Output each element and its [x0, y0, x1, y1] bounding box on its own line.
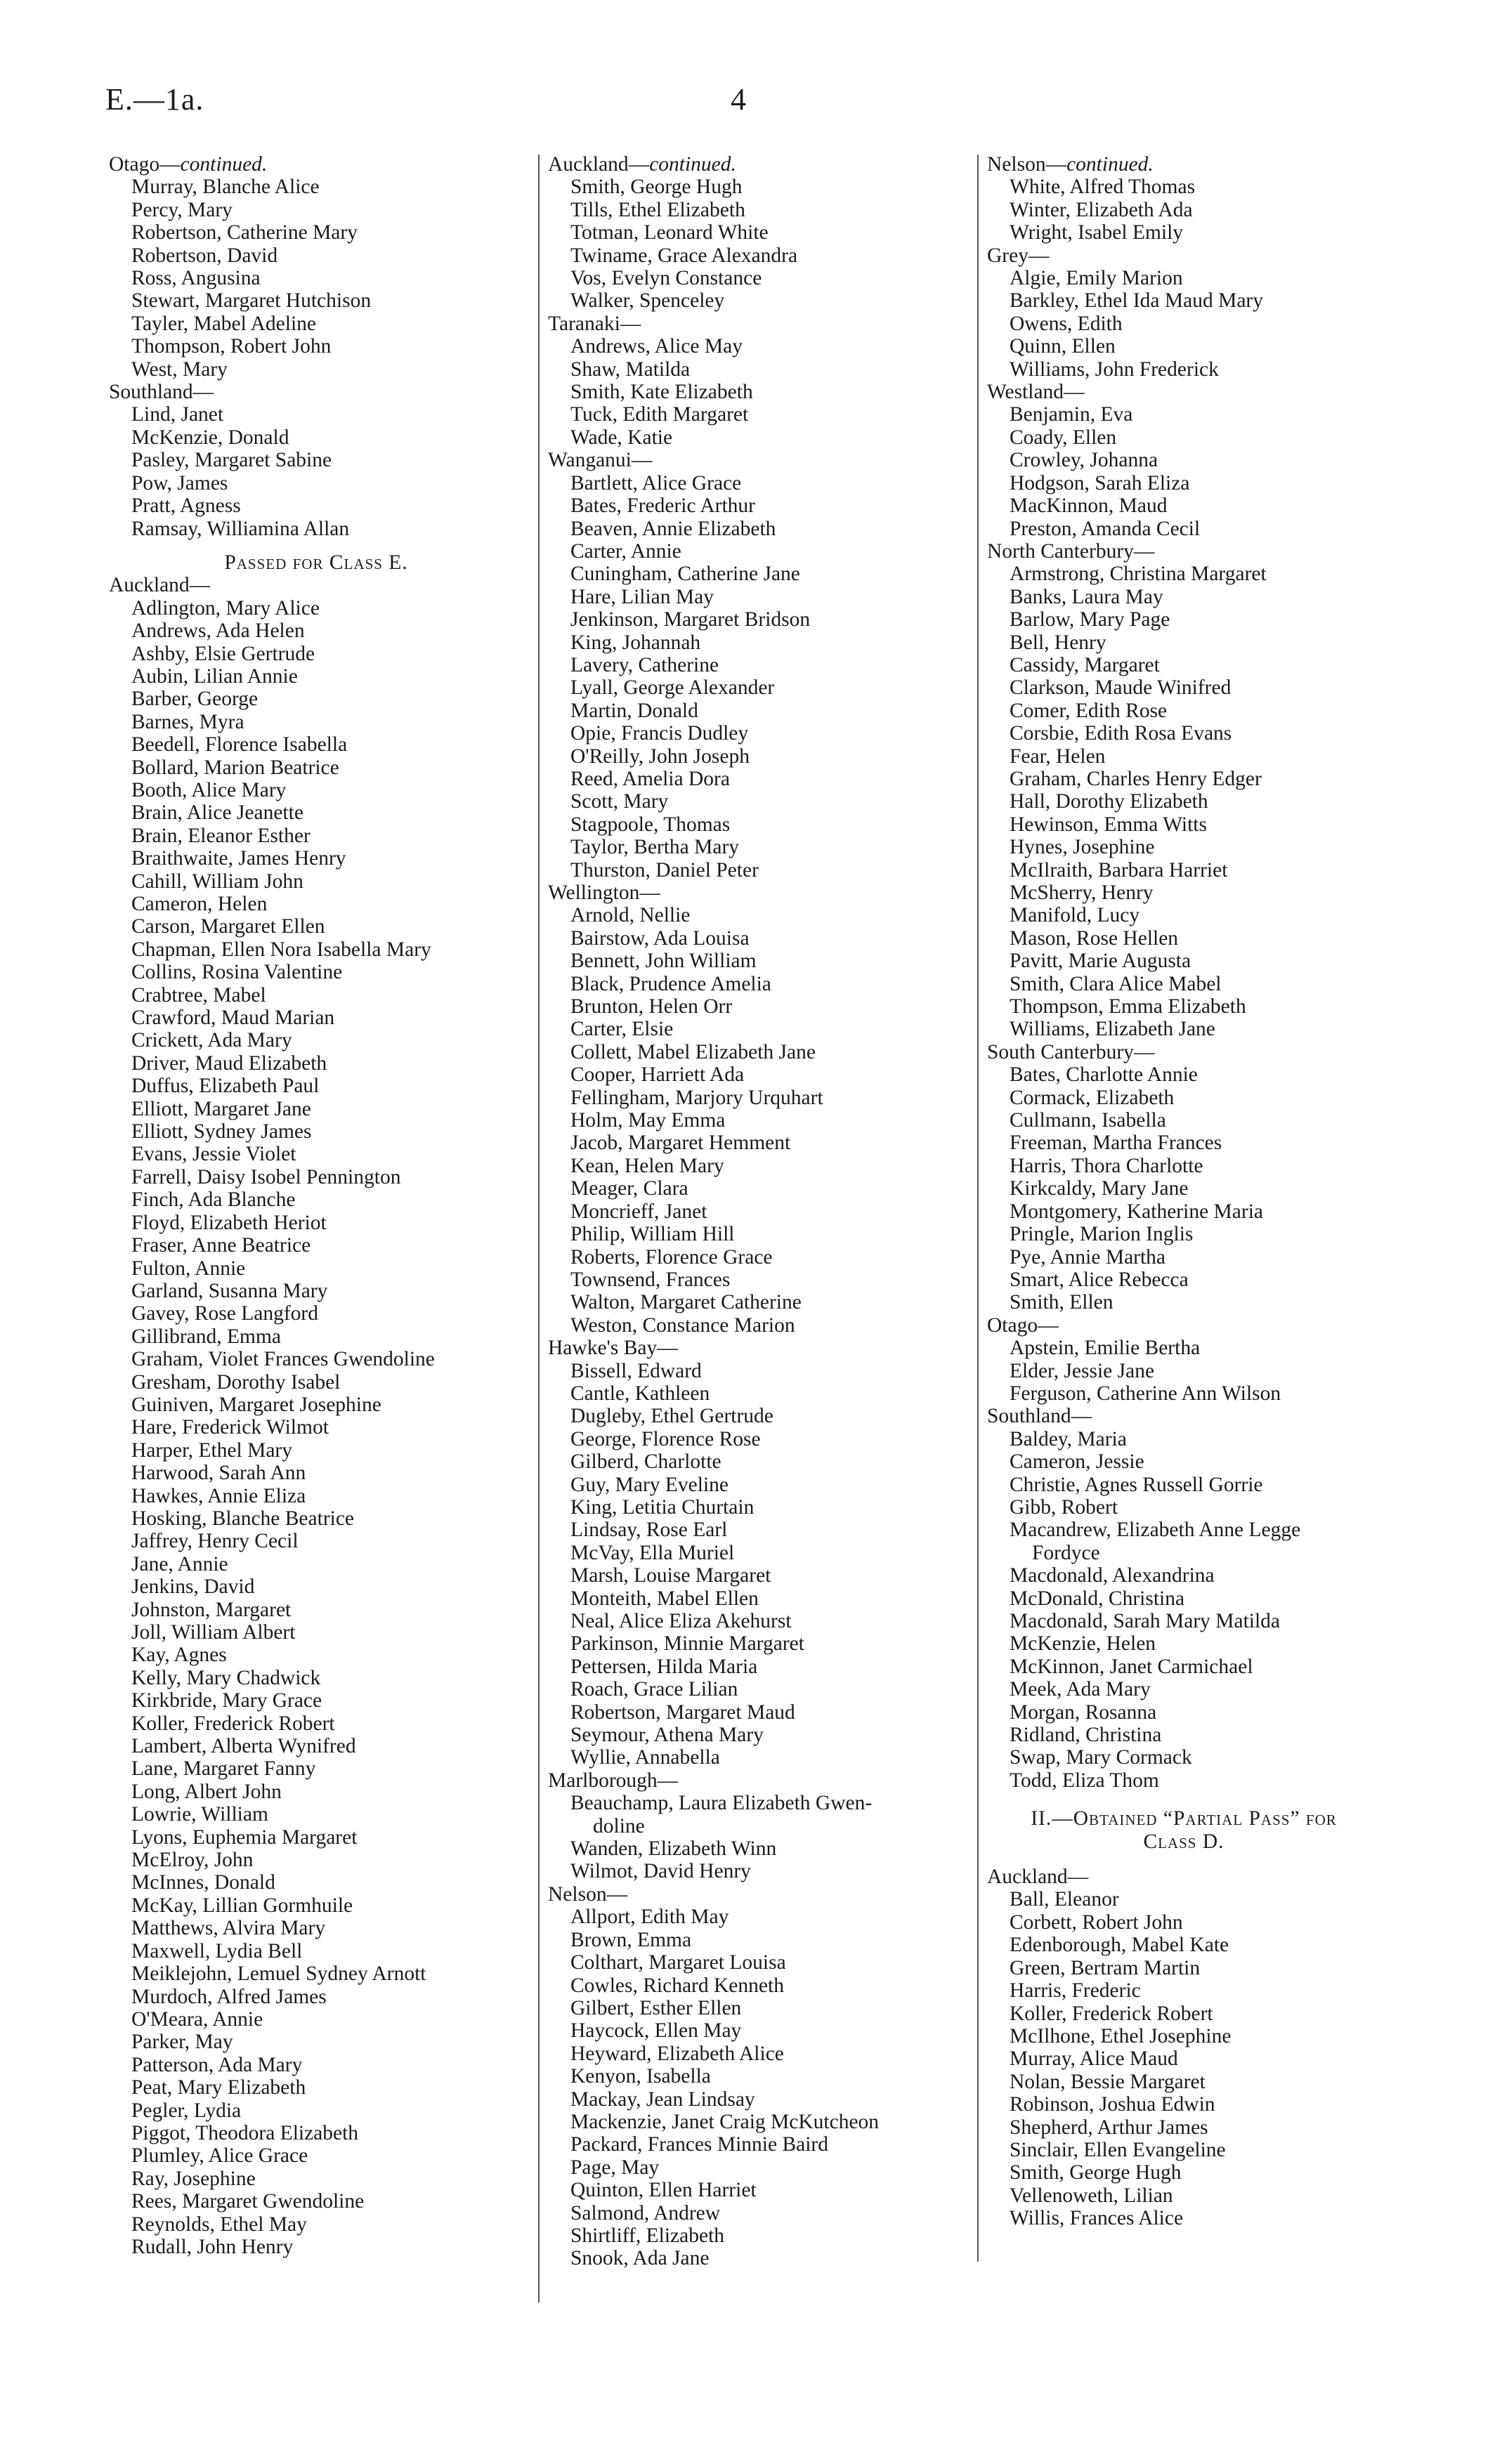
list-item: Smith, Ellen [1010, 1291, 1114, 1314]
list-item: Graham, Charles Henry Edger [1010, 767, 1262, 790]
section-heading: II.—Obtained “Partial Pass” for [1031, 1807, 1337, 1830]
list-item: McKay, Lillian Gormhuile [131, 1894, 353, 1917]
list-item: Brown, Emma [570, 1928, 692, 1951]
list-item: Ramsay, Williamina Allan [131, 517, 350, 540]
list-item: Clarkson, Maude Winifred [1010, 676, 1232, 700]
list-item: Smith, George Hugh [570, 176, 743, 199]
list-item: Taylor, Bertha Mary [570, 836, 740, 859]
region-dash: — [159, 153, 181, 176]
region-heading: South Canterbury— [987, 1040, 1155, 1063]
list-item: Beaven, Annie Elizabeth [570, 517, 776, 540]
list-item: Cameron, Jessie [1010, 1450, 1144, 1474]
list-item: Opie, Francis Dudley [570, 722, 749, 745]
list-item: Pow, James [131, 471, 228, 494]
list-item: Lyons, Euphemia Margaret [131, 1826, 358, 1849]
region-heading: North Canterbury— [987, 539, 1155, 563]
list-item: Corsbie, Edith Rosa Evans [1010, 722, 1232, 745]
list-item: Tills, Ethel Elizabeth [570, 198, 745, 221]
list-item: Stewart, Margaret Hutchison [131, 289, 372, 313]
list-item: Robinson, Joshua Edwin [1010, 2093, 1215, 2116]
list-item: McInnes, Donald [131, 1871, 275, 1894]
list-item: Carter, Elsie [570, 1018, 674, 1041]
list-item: Adlington, Mary Alice [131, 596, 320, 620]
list-item: Brunton, Helen Orr [570, 995, 733, 1018]
list-item: Holm, May Emma [570, 1109, 726, 1132]
list-item: Moncrieff, Janet [570, 1200, 707, 1223]
list-item: Meager, Clara [570, 1177, 688, 1200]
list-item: Edenborough, Mabel Kate [1010, 1934, 1229, 1957]
list-item: Wright, Isabel Emily [1010, 221, 1184, 244]
list-item: Meiklejohn, Lemuel Sydney Arnott [131, 1962, 426, 1986]
list-item: Wanden, Elizabeth Winn [570, 1837, 777, 1861]
list-item: McKenzie, Helen [1010, 1632, 1156, 1656]
list-item: Morgan, Rosanna [1010, 1700, 1157, 1724]
list-item: Kelly, Mary Chadwick [131, 1666, 321, 1689]
list-item: Christie, Agnes Russell Gorrie [1010, 1473, 1263, 1496]
list-item: Williams, John Frederick [1010, 358, 1219, 381]
list-item: Gibb, Robert [1010, 1495, 1118, 1519]
list-item: Armstrong, Christina Margaret [1010, 563, 1267, 586]
list-item: Monteith, Mabel Ellen [570, 1587, 759, 1610]
region-heading: Auckland— [987, 1866, 1089, 1889]
list-item: Wilmot, David Henry [570, 1860, 751, 1883]
list-item: Gilbert, Esther Ellen [570, 1996, 742, 2019]
list-item: McIlhone, Ethel Josephine [1010, 2024, 1232, 2047]
list-item: Piggot, Theodora Elizabeth [131, 2121, 359, 2144]
list-item: Koller, Frederick Robert [1010, 2002, 1213, 2025]
list-item: Booth, Alice Mary [131, 778, 287, 801]
list-item: Andrews, Alice May [570, 335, 743, 358]
list-item: Harper, Ethel Mary [131, 1439, 292, 1462]
list-item: McKenzie, Donald [131, 426, 289, 449]
list-item: O'Reilly, John Joseph [570, 745, 750, 768]
region-heading: Wanganui— [548, 449, 653, 472]
list-item: Wyllie, Annabella [570, 1746, 720, 1769]
list-item: Dugleby, Ethel Gertrude [570, 1405, 773, 1428]
list-item: Black, Prudence Amelia [570, 972, 771, 995]
list-item: Vos, Evelyn Constance [570, 267, 762, 290]
column-divider [977, 155, 979, 2262]
list-item: Wade, Katie [570, 426, 673, 449]
list-item: Pringle, Marion Inglis [1010, 1223, 1194, 1246]
series-label: E.—1a. [105, 82, 204, 117]
list-item: Maxwell, Lydia Bell [131, 1939, 303, 1962]
list-item: Rudall, John Henry [131, 2235, 294, 2258]
region-heading: Southland— [109, 381, 214, 404]
list-item: Macdonald, Sarah Mary Matilda [1010, 1610, 1281, 1632]
list-item: Algie, Emily Marion [1010, 267, 1183, 290]
list-item: Ferguson, Catherine Ann Wilson [1010, 1382, 1281, 1405]
list-item: Barber, George [131, 688, 259, 711]
column-2 [548, 153, 969, 2270]
list-item: Winter, Elizabeth Ada [1010, 198, 1193, 221]
list-item: Rees, Margaret Gwendoline [131, 2190, 365, 2213]
region-heading: Nelson— [548, 1882, 628, 1906]
list-item: McKinnon, Janet Carmichael [1010, 1655, 1253, 1678]
list-item: Harris, Frederic [1010, 1979, 1141, 2003]
list-item: Johnston, Margaret [131, 1598, 292, 1621]
list-item-continuation: Fordyce [1032, 1541, 1100, 1564]
list-item: Shirtliff, Elizabeth [570, 2224, 725, 2247]
list-item: Lane, Margaret Fanny [131, 1757, 316, 1781]
list-item: Banks, Laura May [1010, 585, 1163, 608]
list-item: Parkinson, Minnie Margaret [570, 1632, 804, 1656]
list-item: King, Letitia Churtain [570, 1495, 755, 1519]
list-item-continuation: doline [593, 1814, 645, 1837]
list-item: Cooper, Harriett Ada [570, 1063, 745, 1087]
list-item: Gillibrand, Emma [131, 1325, 282, 1348]
list-item: Snook, Ada Jane [570, 2247, 710, 2270]
column-3 [987, 153, 1380, 2230]
list-item: Barnes, Myra [131, 710, 244, 733]
list-item: Shepherd, Arthur James [1010, 2116, 1208, 2139]
list-item: Colthart, Margaret Louisa [570, 1951, 786, 1974]
list-item: Fulton, Annie [131, 1257, 246, 1280]
region-name: Otago [109, 153, 160, 176]
list-item: White, Alfred Thomas [1010, 176, 1196, 199]
list-item: Cameron, Helen [131, 893, 268, 915]
list-item: Reed, Amelia Dora [570, 767, 730, 790]
list-item: Montgomery, Katherine Maria [1010, 1200, 1263, 1223]
list-item: Farrell, Daisy Isobel Pennington [131, 1165, 401, 1188]
list-item: Braithwaite, James Henry [131, 847, 346, 870]
region-heading: Southland— [987, 1405, 1092, 1428]
region-heading: Marlborough— [548, 1769, 679, 1792]
region-dash: — [1045, 153, 1067, 176]
list-item: Pavitt, Marie Augusta [1010, 950, 1191, 973]
list-item: Robertson, Margaret Maud [570, 1700, 795, 1724]
list-item: Shaw, Matilda [570, 358, 691, 381]
list-item: Martin, Donald [570, 699, 698, 722]
list-item: Cassidy, Margaret [1010, 653, 1160, 676]
list-item: Philip, William Hill [570, 1223, 735, 1246]
list-item: Haycock, Ellen May [570, 2019, 742, 2043]
list-item: Graham, Violet Frances Gwendoline [131, 1348, 435, 1371]
list-item: Stagpoole, Thomas [570, 813, 731, 836]
list-item: Mackay, Jean Lindsay [570, 2088, 755, 2111]
list-item: MacKinnon, Maud [1010, 494, 1168, 518]
region-heading: Otago— [987, 1313, 1059, 1337]
list-item: Hewinson, Emma Witts [1010, 813, 1207, 836]
list-item: Bennett, John William [570, 950, 757, 973]
list-item: Ridland, Christina [1010, 1724, 1162, 1747]
list-item: Cahill, William John [131, 870, 303, 893]
list-item: Pettersen, Hilda Maria [570, 1655, 758, 1678]
list-item: Harwood, Sarah Ann [131, 1462, 306, 1485]
region-note: continued. [649, 153, 736, 176]
list-item: Guiniven, Margaret Josephine [131, 1393, 381, 1416]
list-item: McElroy, John [131, 1849, 254, 1872]
list-item: Page, May [570, 2156, 660, 2179]
list-item: Kirkcaldy, Mary Jane [1010, 1177, 1189, 1200]
region-heading: Wellington— [548, 882, 660, 904]
list-item: Ashby, Elsie Gertrude [131, 642, 315, 665]
list-item: Robertson, Catherine Mary [131, 221, 358, 244]
list-item: Roberts, Florence Grace [570, 1245, 773, 1269]
section-heading: Passed for Class E. [224, 551, 408, 574]
list-item: Kay, Agnes [131, 1644, 227, 1667]
region-name: Nelson [987, 153, 1046, 176]
list-item: Mason, Rose Hellen [1010, 926, 1179, 950]
list-item: Tuck, Edith Margaret [570, 403, 749, 426]
list-item: Jenkins, David [131, 1575, 255, 1599]
list-item: Cullmann, Isabella [1010, 1109, 1166, 1132]
list-item: Fear, Helen [1010, 745, 1106, 768]
list-item: Koller, Frederick Robert [131, 1712, 335, 1735]
list-item: Crowley, Johanna [1010, 449, 1158, 472]
list-item: Bissell, Edward [570, 1359, 702, 1382]
list-item: Lowrie, William [131, 1803, 268, 1826]
list-item: Joll, William Albert [131, 1621, 296, 1644]
list-item: Swap, Mary Cormack [1010, 1746, 1192, 1769]
list-item: Driver, Maud Elizabeth [131, 1051, 327, 1075]
region-note: continued. [180, 153, 268, 176]
region-heading [548, 153, 969, 176]
list-item: Garland, Susanna Mary [131, 1279, 328, 1302]
list-item: Hodgson, Sarah Eliza [1010, 471, 1190, 494]
list-item: Plumley, Alice Grace [131, 2144, 308, 2168]
list-item: Scott, Mary [570, 790, 669, 813]
list-item: Finch, Ada Blanche [131, 1188, 296, 1212]
list-item: Sinclair, Ellen Evangeline [1010, 2138, 1226, 2161]
region-heading: Auckland— [109, 574, 211, 597]
list-item: Nolan, Bessie Margaret [1010, 2070, 1206, 2093]
list-item: West, Mary [131, 358, 228, 381]
list-item: Neal, Alice Eliza Akehurst [570, 1610, 792, 1632]
list-item: Beedell, Florence Isabella [131, 733, 348, 756]
list-item: Comer, Edith Rose [1010, 699, 1168, 722]
list-item: Peat, Mary Elizabeth [131, 2076, 306, 2099]
list-item: Allport, Edith May [570, 1906, 729, 1929]
list-item: Pye, Annie Martha [1010, 1245, 1166, 1269]
list-item: Mackenzie, Janet Craig McKutcheon [570, 2110, 880, 2133]
list-item: Brain, Alice Jeanette [131, 801, 303, 825]
list-item: Kirkbride, Mary Grace [131, 1689, 322, 1712]
list-item: Ball, Eleanor [1010, 1888, 1119, 1911]
list-item: Carson, Margaret Ellen [131, 915, 325, 938]
list-item: Salmond, Andrew [570, 2201, 721, 2224]
list-item: Vellenoweth, Lilian [1010, 2184, 1173, 2207]
list-item: Reynolds, Ethel May [131, 2213, 307, 2236]
list-item: Baldey, Maria [1010, 1427, 1127, 1450]
list-item: Bairstow, Ada Louisa [570, 926, 750, 950]
list-item: Jaffrey, Henry Cecil [131, 1530, 299, 1553]
list-item: Floyd, Elizabeth Heriot [131, 1211, 327, 1234]
list-item: Walton, Margaret Catherine [570, 1291, 802, 1314]
page-number: 4 [731, 82, 746, 117]
list-item: Duffus, Elizabeth Paul [131, 1075, 320, 1098]
list-item: Jacob, Margaret Hemment [570, 1132, 791, 1155]
list-item: Hall, Dorothy Elizabeth [1010, 790, 1208, 813]
list-item: Smith, Clara Alice Mabel [1010, 972, 1222, 995]
list-item: Cowles, Richard Kenneth [570, 1974, 784, 1997]
list-item: Cormack, Elizabeth [1010, 1086, 1175, 1109]
list-item: McIlraith, Barbara Harriet [1010, 858, 1228, 882]
list-item: Kenyon, Isabella [570, 2065, 711, 2088]
list-item: Marsh, Louise Margaret [570, 1564, 771, 1587]
list-item: Fraser, Anne Beatrice [131, 1234, 311, 1257]
list-item: Harris, Thora Charlotte [1010, 1154, 1203, 1177]
list-item: McSherry, Henry [1010, 882, 1154, 904]
list-item: Williams, Elizabeth Jane [1010, 1018, 1215, 1041]
list-item: Hosking, Blanche Beatrice [131, 1507, 355, 1530]
list-item: Bates, Frederic Arthur [570, 494, 755, 518]
list-item: Aubin, Lilian Annie [131, 664, 298, 688]
list-item: Lavery, Catherine [570, 653, 719, 676]
list-item: Manifold, Lucy [1010, 904, 1140, 927]
list-item: Lindsay, Rose Earl [570, 1519, 728, 1542]
list-item: Evans, Jessie Violet [131, 1143, 296, 1166]
list-item: Elliott, Margaret Jane [131, 1097, 311, 1120]
list-item: Packard, Frances Minnie Baird [570, 2133, 829, 2156]
list-item: Gresham, Dorothy Isabel [131, 1370, 341, 1394]
list-item: Crawford, Maud Marian [131, 1007, 335, 1030]
region-note: continued. [1066, 153, 1154, 176]
list-item: Robertson, David [131, 244, 278, 267]
list-item: King, Johannah [570, 631, 701, 654]
region-heading: Westland— [987, 381, 1085, 404]
list-item: Murray, Blanche Alice [131, 176, 320, 199]
list-item: Jane, Annie [131, 1552, 228, 1575]
list-item: Lambert, Alberta Wynifred [131, 1735, 356, 1758]
list-item: George, Florence Rose [570, 1427, 761, 1450]
list-item: Apstein, Emilie Bertha [1010, 1337, 1201, 1360]
list-item: Cuningham, Catherine Jane [570, 563, 800, 586]
list-item: Walker, Spenceley [570, 289, 725, 313]
list-item: Gavey, Rose Langford [131, 1302, 318, 1325]
list-item: Murdoch, Alfred James [131, 1985, 327, 2008]
list-item: Parker, May [131, 2031, 233, 2054]
list-item: Hynes, Josephine [1010, 836, 1155, 859]
list-item: Lyall, George Alexander [570, 676, 775, 700]
list-item: Coady, Ellen [1010, 426, 1117, 449]
list-item: Bell, Henry [1010, 631, 1106, 654]
region-heading: Hawke's Bay— [548, 1337, 678, 1360]
list-item: Elliott, Sydney James [131, 1120, 312, 1143]
list-item: Ray, Josephine [131, 2167, 256, 2190]
list-item: Collett, Mabel Elizabeth Jane [570, 1040, 816, 1063]
list-item: Quinton, Ellen Harriet [570, 2179, 757, 2202]
list-item: McVay, Ella Muriel [570, 1541, 735, 1564]
region-dash: — [628, 153, 650, 176]
list-item: Crabtree, Mabel [131, 983, 266, 1007]
list-item: Smart, Alice Rebecca [1010, 1268, 1189, 1291]
list-item: Jenkinson, Margaret Bridson [570, 608, 811, 631]
list-item: Matthews, Alvira Mary [131, 1917, 326, 1940]
list-item: Hare, Frederick Wilmot [131, 1416, 329, 1439]
list-item: Benjamin, Eva [1010, 403, 1133, 426]
list-item: Seymour, Athena Mary [570, 1724, 764, 1747]
section-heading: Class D. [1143, 1830, 1225, 1853]
list-item: Smith, George Hugh [1010, 2161, 1182, 2184]
list-item: Bates, Charlotte Annie [1010, 1063, 1198, 1087]
list-item: Heyward, Elizabeth Alice [570, 2042, 784, 2065]
list-item: Percy, Mary [131, 198, 233, 221]
list-item: Pegler, Lydia [131, 2099, 242, 2122]
list-item: Guy, Mary Eveline [570, 1473, 729, 1496]
list-item: Barkley, Ethel Ida Maud Mary [1010, 289, 1263, 313]
list-item: McDonald, Christina [1010, 1587, 1185, 1610]
list-item: Willis, Frances Alice [1010, 2207, 1184, 2230]
list-item: Macdonald, Alexandrina [1010, 1564, 1215, 1587]
list-item: Bollard, Marion Beatrice [131, 756, 339, 779]
list-item: Chapman, Ellen Nora Isabella Mary [131, 938, 431, 961]
list-item: Meek, Ada Mary [1010, 1678, 1151, 1701]
list-item: Corbett, Robert John [1010, 1911, 1183, 1934]
region-heading: Taranaki— [548, 312, 641, 335]
list-item: Long, Albert John [131, 1780, 282, 1803]
list-item: Murray, Alice Maud [1010, 2047, 1178, 2071]
list-item: Roach, Grace Lilian [570, 1678, 738, 1701]
list-item: Weston, Constance Marion [570, 1313, 795, 1337]
list-item: Elder, Jessie Jane [1010, 1359, 1155, 1382]
list-item: Beauchamp, Laura Elizabeth Gwen- [570, 1792, 873, 1815]
list-item: Fellingham, Marjory Urquhart [570, 1086, 823, 1109]
list-item: Gilberd, Charlotte [570, 1450, 721, 1474]
region-heading [109, 153, 523, 176]
column-1 [109, 153, 523, 2258]
list-item: O'Meara, Annie [131, 2007, 263, 2031]
list-item: Thompson, Emma Elizabeth [1010, 995, 1246, 1018]
list-item: Collins, Rosina Valentine [131, 961, 343, 984]
list-item: Pasley, Margaret Sabine [131, 449, 332, 472]
region-heading [987, 153, 1380, 176]
list-item: Smith, Kate Elizabeth [570, 381, 753, 404]
list-item: Quinn, Ellen [1010, 335, 1116, 358]
list-item: Barlow, Mary Page [1010, 608, 1170, 631]
region-heading: Grey— [987, 244, 1050, 267]
column-divider [538, 155, 540, 2302]
list-item: Owens, Edith [1010, 312, 1123, 335]
list-item: Green, Bertram Martin [1010, 1956, 1201, 1979]
list-item: Preston, Amanda Cecil [1010, 517, 1201, 540]
list-item: Cantle, Kathleen [570, 1382, 710, 1405]
list-item: Townsend, Frances [570, 1268, 731, 1291]
list-item: Totman, Leonard White [570, 221, 769, 244]
list-item: Kean, Helen Mary [570, 1154, 724, 1177]
list-item: Thurston, Daniel Peter [570, 858, 759, 882]
list-item: Ross, Angusina [131, 267, 261, 290]
list-item: Lind, Janet [131, 403, 224, 426]
list-item: Macandrew, Elizabeth Anne Legge [1010, 1519, 1301, 1542]
list-item: Tayler, Mabel Adeline [131, 312, 316, 335]
list-item: Patterson, Ada Mary [131, 2053, 303, 2076]
region-name: Auckland [548, 153, 629, 176]
list-item: Hare, Lilian May [570, 585, 714, 608]
list-item: Thompson, Robert John [131, 335, 332, 358]
list-item: Crickett, Ada Mary [131, 1029, 292, 1052]
list-item: Arnold, Nellie [570, 904, 691, 927]
list-item: Pratt, Agness [131, 494, 241, 518]
list-item: Bartlett, Alice Grace [570, 471, 742, 494]
list-item: Carter, Annie [570, 539, 681, 563]
list-item: Freeman, Martha Frances [1010, 1132, 1222, 1155]
list-item: Andrews, Ada Helen [131, 620, 305, 643]
list-item: Todd, Eliza Thom [1010, 1769, 1159, 1792]
list-item: Twiname, Grace Alexandra [570, 244, 798, 267]
list-item: Brain, Eleanor Esther [131, 824, 311, 847]
list-item: Hawkes, Annie Eliza [131, 1484, 306, 1507]
